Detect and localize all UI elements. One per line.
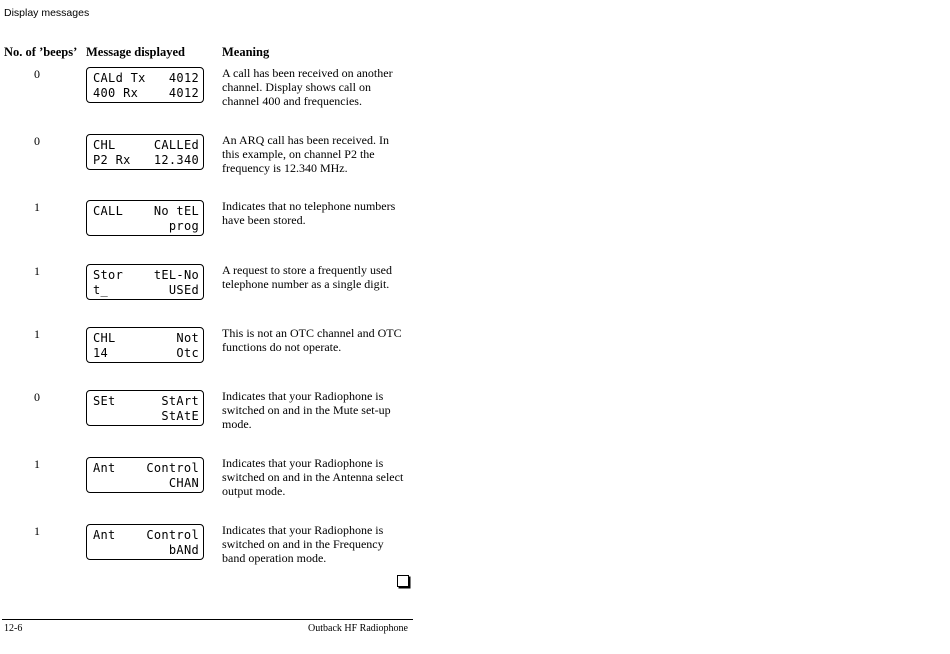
lcd-display bbox=[86, 457, 204, 493]
column-header-message: Message displayed bbox=[86, 45, 185, 59]
page-header: Display messages bbox=[4, 7, 90, 19]
lcd-display bbox=[86, 524, 204, 560]
lcd-display bbox=[86, 200, 204, 236]
lcd-text: CHL bbox=[93, 138, 116, 152]
lcd-display bbox=[86, 264, 204, 300]
lcd-text: CALL bbox=[93, 204, 124, 218]
beeps-count: 1 bbox=[34, 457, 40, 471]
beeps-count: 1 bbox=[34, 200, 40, 214]
footer-divider bbox=[2, 619, 413, 620]
table-row bbox=[0, 264, 420, 324]
lcd-display bbox=[86, 390, 204, 426]
lcd-text: 400 Rx bbox=[93, 86, 139, 100]
column-header-beeps: No. of ’beeps’ bbox=[4, 45, 78, 59]
beeps-count: 1 bbox=[34, 327, 40, 341]
lcd-text: Control bbox=[146, 461, 199, 475]
meaning-text: Indicates that no telephone numbers have been stored. bbox=[222, 199, 396, 227]
meaning-text: A call has been received on another channel. Display shows call on channel 400 and frequencies. bbox=[222, 66, 393, 108]
lcd-text: CALd Tx bbox=[93, 71, 146, 85]
table-row bbox=[0, 390, 420, 450]
beeps-count: 0 bbox=[34, 134, 40, 148]
table-row bbox=[0, 200, 420, 260]
lcd-text: No tEL bbox=[153, 204, 199, 218]
lcd-text: CALLEd bbox=[153, 138, 199, 152]
table-row bbox=[0, 327, 420, 387]
footer-page-number: 12-6 bbox=[4, 623, 23, 634]
lcd-display bbox=[86, 67, 204, 103]
meaning-text: Indicates that your Radiophone is switched on and in the Antenna select output mode. bbox=[222, 456, 404, 498]
lcd-text: Otc bbox=[176, 346, 199, 360]
lcd-text: Stor bbox=[93, 268, 124, 282]
lcd-text: t_ bbox=[93, 283, 109, 297]
lcd-text: 14 bbox=[93, 346, 109, 360]
lcd-text: CHAN bbox=[168, 476, 199, 490]
lcd-text: 4012 bbox=[168, 71, 199, 85]
lcd-text: tEL-No bbox=[153, 268, 199, 282]
meaning-text: A request to store a frequently used telephone number as a single digit. bbox=[222, 263, 392, 291]
table-row bbox=[0, 67, 420, 127]
meaning-text: An ARQ call has been received. In this example, on channel P2 the frequency is 12.340 MHz. bbox=[222, 133, 389, 175]
lcd-text: prog bbox=[168, 219, 199, 233]
meaning-text: Indicates that your Radiophone is switched on and in the Mute set-up mode. bbox=[222, 389, 391, 431]
lcd-text: P2 Rx bbox=[93, 153, 131, 167]
lcd-text: USEd bbox=[168, 283, 199, 297]
table-row bbox=[0, 524, 420, 584]
lcd-text: Not bbox=[176, 331, 199, 345]
beeps-count: 1 bbox=[34, 264, 40, 278]
lcd-text: StArt bbox=[161, 394, 199, 408]
lcd-display bbox=[86, 134, 204, 170]
table-row bbox=[0, 457, 420, 517]
lcd-text: CHL bbox=[93, 331, 116, 345]
lcd-text: SEt bbox=[93, 394, 116, 408]
lcd-text: Ant bbox=[93, 528, 116, 542]
lcd-display bbox=[86, 327, 204, 363]
lcd-text: 12.340 bbox=[153, 153, 199, 167]
lcd-text: Control bbox=[146, 528, 199, 542]
column-header-meaning: Meaning bbox=[222, 45, 270, 59]
lcd-text: bANd bbox=[168, 543, 199, 557]
beeps-count: 1 bbox=[34, 524, 40, 538]
lcd-text: 4012 bbox=[168, 86, 199, 100]
meaning-text: Indicates that your Radiophone is switched on and in the Frequency band operation mode. bbox=[222, 523, 384, 565]
footer-title: Outback HF Radiophone bbox=[308, 623, 408, 634]
table-row bbox=[0, 134, 420, 194]
lcd-text: Ant bbox=[93, 461, 116, 475]
beeps-count: 0 bbox=[34, 390, 40, 404]
end-of-section-box-icon bbox=[397, 575, 409, 587]
beeps-count: 0 bbox=[34, 67, 40, 81]
meaning-text: This is not an OTC channel and OTC functions do not operate. bbox=[222, 326, 402, 354]
lcd-text: StAtE bbox=[161, 409, 199, 423]
